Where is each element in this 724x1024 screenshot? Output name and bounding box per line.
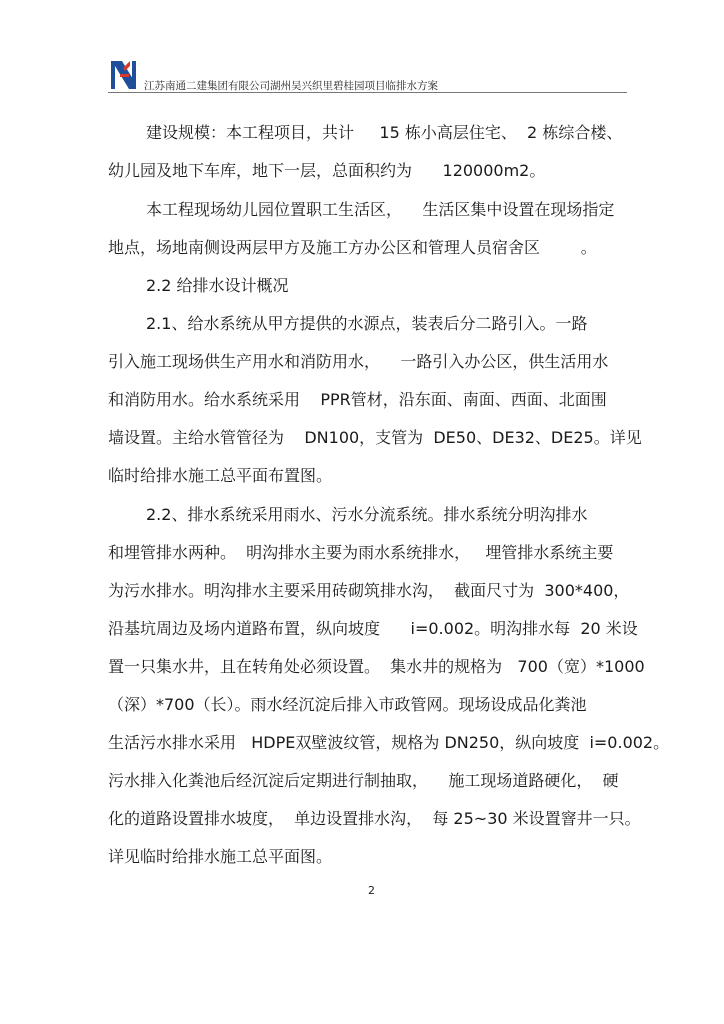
paragraph-line: 2.2、排水系统采用雨水、污水分流系统。排水系统分明沟排水 [146,505,588,524]
paragraph-line: 置一只集水井，且在转角处必须设置。 集水井的规格为 700（宽）*1000 [108,657,645,676]
paragraph-line: 本工程现场幼儿园位置职工生活区， 生活区集中设置在现场指定 [146,200,615,219]
paragraph-line: 生活污水排水采用 HDPE双壁波纹管，规格为 DN250，纵向坡度 i=0.002。 [108,733,670,752]
paragraph-line: 和埋管排水两种。 明沟排水主要为雨水系统排水， 埋管排水系统主要 [108,543,614,562]
page-number: 2 [368,884,375,897]
page-header [108,58,628,92]
company-logo-icon [108,58,142,92]
paragraph-line: 和消防用水。给水系统采用 PPR管材，沿东面、南面、西面、北面围 [108,390,607,409]
paragraph-line: 幼儿园及地下车库，地下一层，总面积约为 120000m2。 [108,161,546,180]
paragraph-line: （深）*700（长）。雨水经沉淀后排入市政管网。现场设成品化粪池 [108,695,587,714]
paragraph-line: 污水排入化粪池后经沉淀后定期进行制抽取， 施工现场道路硬化， 硬 [108,771,619,790]
header-title: 江苏南通二建集团有限公司湖州吴兴织里碧桂园项目临排水方案 [144,80,438,92]
paragraph-line: 临时给排水施工总平面布置图。 [108,466,333,485]
paragraph-line: 为污水排水。明沟排水主要采用砖砌筑排水沟， 截面尺寸为 300*400， [108,581,630,600]
paragraph-line: 2.1、给水系统从甲方提供的水源点，装表后分二路引入。一路 [146,314,588,333]
section-heading: 2.2 给排水设计概况 [146,276,289,295]
paragraph-line: 详见临时给排水施工总平面图。 [108,847,333,866]
paragraph-line: 墙设置。主给水管管径为 DN100，支管为 DE50、DE32、DE25。详见 [108,428,642,447]
paragraph-line: 地点，场地南侧设两层甲方及施工方办公区和管理人员宿舍区 。 [108,238,597,257]
paragraph-line: 化的道路设置排水坡度， 单边设置排水沟， 每 25~30 米设置窨井一只。 [108,809,641,828]
paragraph-line: 建设规模：本工程项目，共计 15 栋小高层住宅、 2 栋综合楼、 [146,123,623,142]
paragraph-line: 引入施工现场供生产用水和消防用水， 一路引入办公区，供生活用水 [108,352,609,371]
paragraph-line: 沿基坑周边及场内道路布置，纵向坡度 i=0.002。明沟排水每 20 米设 [108,619,638,638]
header-divider [108,92,627,93]
